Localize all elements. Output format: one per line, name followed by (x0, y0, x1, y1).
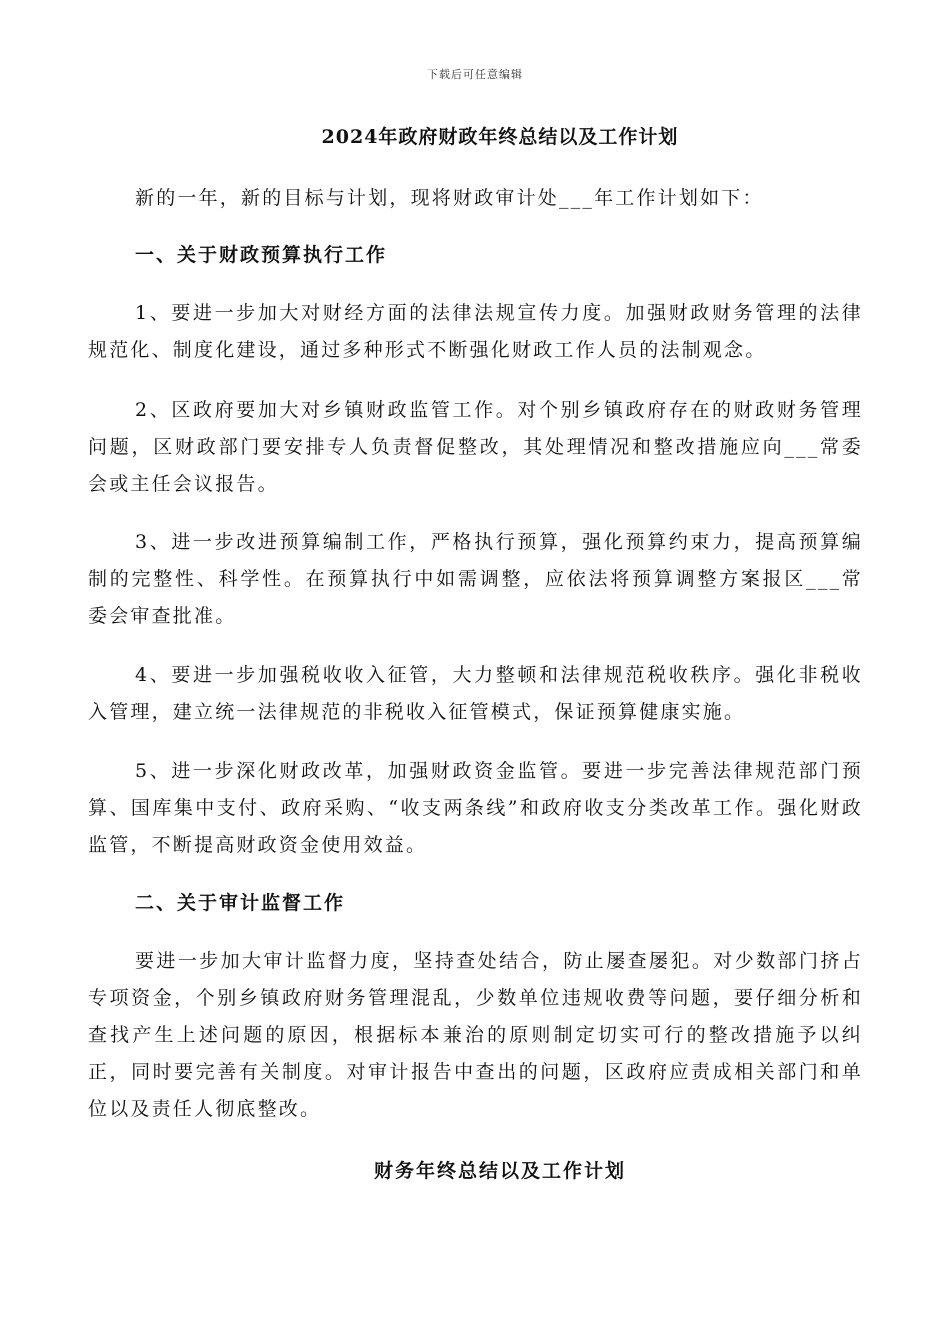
section-2-heading: 二、关于审计监督工作 (135, 892, 346, 914)
section-1-item-3: 3、进一步改进预算编制工作，严格执行预算，强化预算约束力，提高预算编制的完整性、科学性。在预算执行中如需调整，应依法将预算调整方案报区___常委会审查批准。 (88, 531, 863, 627)
section-2-paragraph: 要进一步加大审计监督力度，坚持查处结合，防止屡查屡犯。对少数部门挤占专项资金，个别乡镇政府财务管理混乱，少数单位违规收费等问题，要仔细分析和查找产生上述问题的原因，根据标本兼治的原则制定切实可行的整改措施予以纠正，同时要完善有关制度。对审计报告中查出的问题，区政府应责成相关部门和单位以及责任人彻底整改。 (88, 950, 863, 1120)
section-1-item-5: 5、进一步深化财政改革，加强财政资金监管。要进一步完善法律规范部门预算、国库集中支付、政府采购、“收支两条线”和政府收支分类改革工作。强化财政监管，不断提高财政资金使用效益。 (88, 760, 863, 856)
next-document-title: 财务年终总结以及工作计划 (373, 1160, 626, 1182)
header-note: 下载后可任意编辑 (427, 68, 523, 81)
intro-paragraph: 新的一年，新的目标与计划，现将财政审计处___年工作计划如下： (135, 187, 764, 209)
section-1-heading: 一、关于财政预算执行工作 (135, 244, 388, 266)
section-1-item-4: 4、要进一步加强税收收入征管，大力整顿和法律规范税收秩序。强化非税收入管理，建立统一法律规范的非税收入征管模式，保证预算健康实施。 (88, 664, 863, 723)
section-1-item-1: 1、要进一步加大对财经方面的法律法规宣传力度。加强财政财务管理的法律规范化、制度化建设，通过多种形式不断强化财政工作人员的法制观念。 (88, 302, 863, 361)
document-title: 2024年政府财政年终总结以及工作计划 (321, 126, 679, 148)
section-1-item-2: 2、区政府要加大对乡镇财政监管工作。对个别乡镇政府存在的财政财务管理问题，区财政部门要安排专人负责督促整改，其处理情况和整改措施应向___常委会或主任会议报告。 (88, 399, 863, 495)
